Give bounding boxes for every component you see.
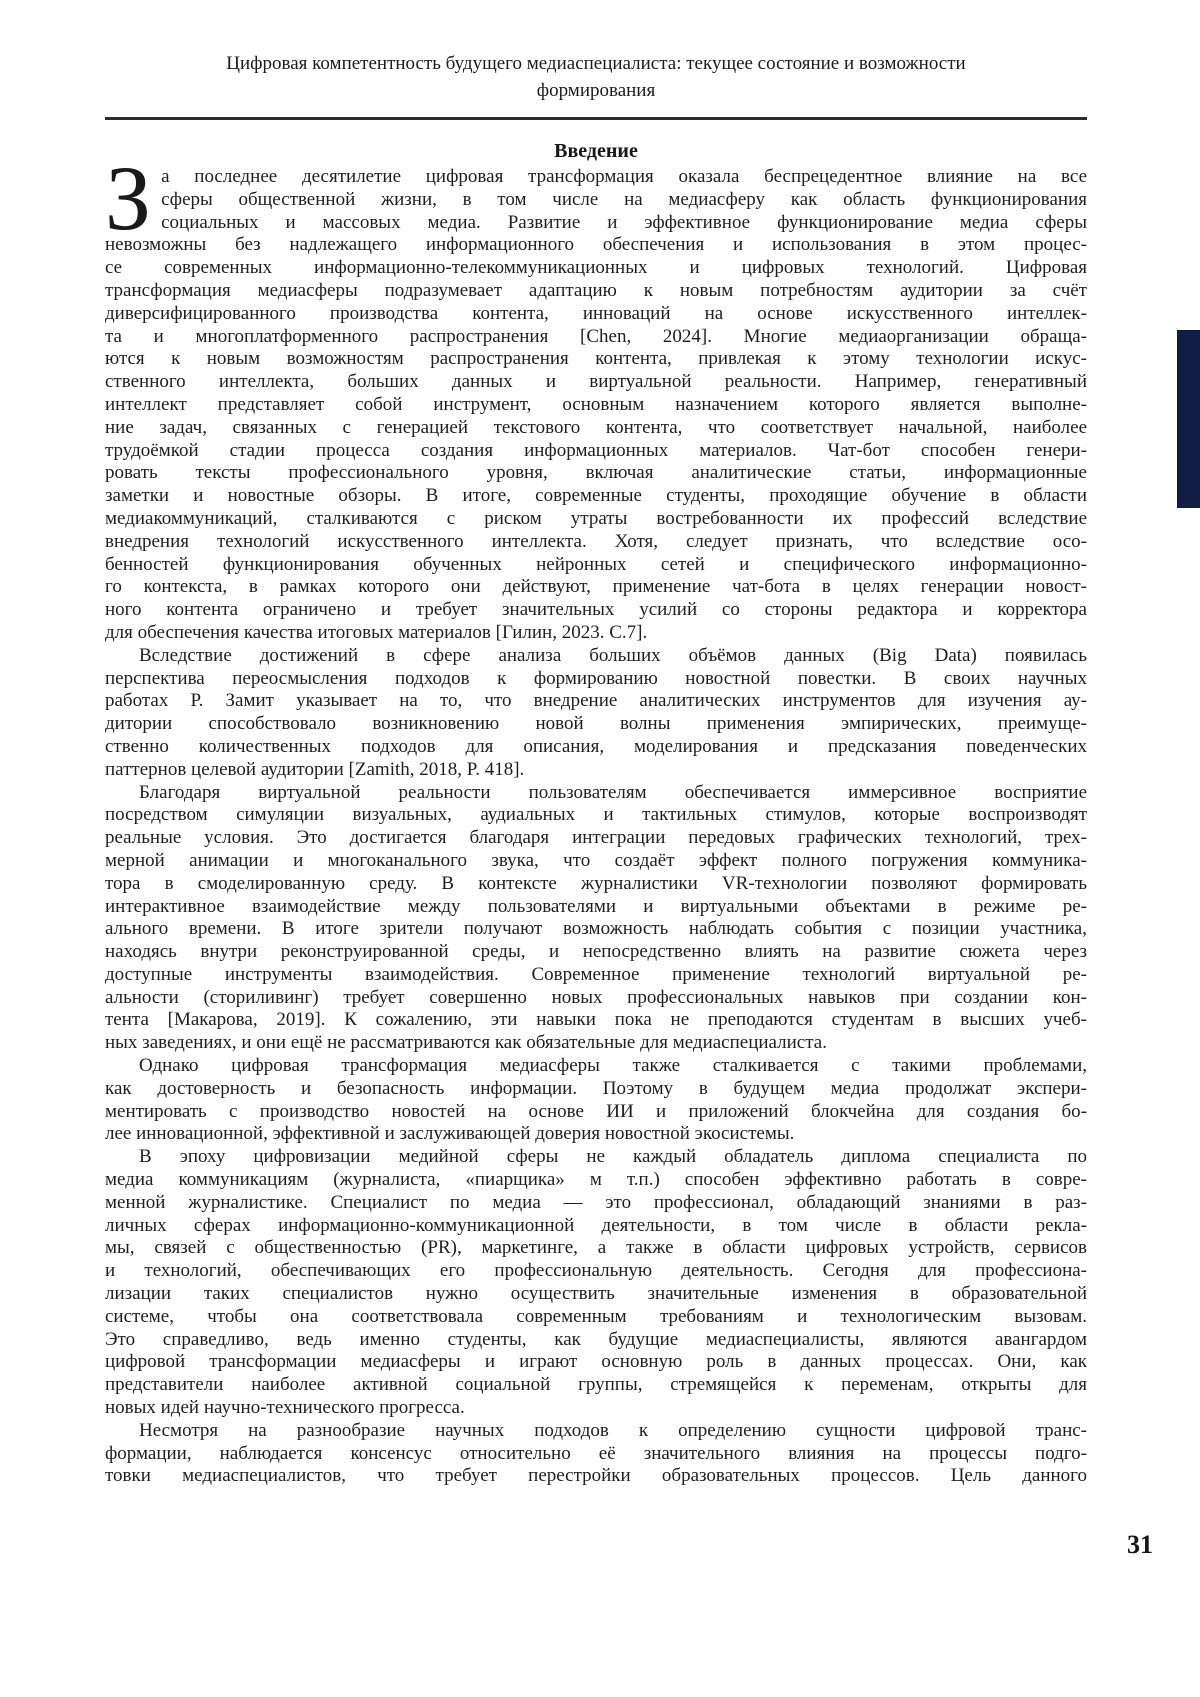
text-line: интеллект представляет собой инструмент, основным назначением которого является выполне- <box>105 393 1087 415</box>
text-line: ного контента ограничено и требует значительных усилий со стороны редактора и корректора <box>105 599 1087 621</box>
text-line: доступные инструменты взаимодействия. Современное применение технологий виртуальной ре- <box>105 963 1087 985</box>
text-line: работах Р. Замит указывает на то, что внедрение аналитических инструментов для изучения ау- <box>105 690 1087 712</box>
text-line: посредством симуляции визуальных, аудиальных и тактильных стимулов, которые воспроизводят <box>105 804 1087 826</box>
paragraph <box>105 1146 1087 1420</box>
running-title-line-2: формирования <box>536 80 656 101</box>
text-line: а последнее десятилетие цифровая трансформация оказала беспрецедентное влияние на все <box>161 166 1087 187</box>
text-line: ственно количественных подходов для описания, моделирования и предсказания поведенческих <box>105 735 1087 757</box>
text-line: Это справедливо, ведь именно студенты, как будущие медиаспециалисты, являются авангардом <box>105 1328 1087 1350</box>
text-line: та и многоплатформенного распространения [Chen, 2024]. Многие медиаорганизации обраща- <box>105 325 1087 347</box>
text-line: мерной анимации и многоканального звука, что создаёт эффект полного погружения коммуника- <box>105 849 1087 871</box>
text-line: медиа коммуникациям (журналиста, «пиарщика» м т.п.) способен эффективно работать в совре- <box>105 1169 1087 1191</box>
text-line: системе, чтобы она соответствовала современным требованиям и технологическим вызовам. <box>105 1305 1087 1327</box>
text-line: диверсифицированного производства контента, инноваций на основе искусственного интеллек- <box>105 302 1087 324</box>
paragraph <box>105 1055 1087 1146</box>
text-line: заметки и новостные обзоры. В итоге, современные студенты, проходящие обучение в области <box>105 485 1087 507</box>
text-line: ровать тексты профессионального уровня, включая аналитические статьи, информационные <box>105 462 1087 484</box>
text-line: товки медиаспециалистов, что требует перестройки образовательных процессов. Цель данного <box>105 1465 1087 1487</box>
text-line: и технологий, обеспечивающих его профессиональную деятельность. Сегодня для профессиона- <box>105 1260 1087 1282</box>
text-line: тора в смоделированную среду. В контексте журналистики VR-технологии позволяют формировать <box>105 872 1087 894</box>
text-line: ственного интеллекта, больших данных и виртуальной реальности. Например, генеративный <box>105 371 1087 393</box>
text-line: ются к новым возможностям распространения контента, привлекая к этому технологии искус- <box>105 348 1087 370</box>
text-line: ального времени. В итоге зрители получают возможность наблюдать события с позиции участника, <box>105 918 1087 940</box>
section-heading: Введение <box>554 140 638 162</box>
text-line: лее инновационной, эффективной и заслуживающей доверия новостной экосистемы. <box>105 1123 795 1145</box>
text-line: цифровой трансформации медиасферы и играют основную роль в данных процессах. Они, как <box>105 1351 1087 1373</box>
text-line: ных заведениях, и они ещё не рассматриваются как обязательные для медиаспециалиста. <box>105 1032 827 1054</box>
chapter-tab-marker <box>1177 330 1200 508</box>
text-line: альности (сториливинг) требует совершенно новых профессиональных навыков при создании кон- <box>105 986 1087 1008</box>
text-line: менной журналистике. Специалист по медиа — это профессионал, обладающий знаниями в раз- <box>105 1191 1087 1213</box>
text-line: дитории способствовало возникновению новой волны применения эмпирических, преимуще- <box>105 713 1087 735</box>
text-line: тента [Макарова, 2019]. К сожалению, эти навыки пока не преподаются студентам в высших учеб- <box>105 1009 1087 1031</box>
header-rule <box>105 117 1087 120</box>
text-line: внедрения технологий искусственного интеллекта. Хотя, следует признать, что вследствие осо- <box>105 530 1087 552</box>
text-line: перспектива переосмысления подходов к формированию новостной повестки. В своих научных <box>105 667 1087 689</box>
running-header <box>105 50 1087 104</box>
text-line: Вследствие достижений в сфере анализа больших объёмов данных (Big Data) появилась <box>139 644 1087 666</box>
text-line: реальные условия. Это достигается благодаря интеграции передовых графических технологий, трех- <box>105 827 1087 849</box>
text-line: лизации таких специалистов нужно осуществить значительные изменения в образовательной <box>105 1283 1087 1305</box>
text-line: трансформация медиасферы подразумевает адаптацию к новым потребностям аудитории за счёт <box>105 279 1087 301</box>
text-line: Благодаря виртуальной реальности пользователям обеспечивается иммерсивное восприятие <box>139 781 1087 803</box>
text-line: невозможны без надлежащего информационного обеспечения и использования в этом процес- <box>105 234 1087 256</box>
text-line: личных сферах информационно-коммуникационной деятельности, в том числе в области рекла- <box>105 1214 1087 1236</box>
text-line: ние задач, связанных с генерацией текстового контента, что соответствует начальной, наиболее <box>105 416 1087 438</box>
text-line: бенностей функционирования обученных нейронных сетей и специфического информационно- <box>105 553 1087 575</box>
text-line: новых идей научно-технического прогресса. <box>105 1397 465 1419</box>
text-line: Однако цифровая трансформация медиасферы также сталкивается с такими проблемами, <box>139 1055 1087 1077</box>
drop-cap: З <box>105 147 152 249</box>
text-line: се современных информационно-телекоммуникационных и цифровых технологий. Цифровая <box>105 257 1087 279</box>
text-line: го контекста, в рамках которого они действуют, применение чат-бота в целях генерации новост- <box>105 576 1087 598</box>
text-line: как достоверность и безопасность информации. Поэтому в будущем медиа продолжат экспери- <box>105 1077 1087 1099</box>
text-line: сферы общественной жизни, в том числе на медиасферу как область функционирования <box>161 188 1087 210</box>
text-line: медиакоммуникаций, сталкиваются с риском утраты востребованности их профессий вследствие <box>105 507 1087 529</box>
text-line: ментировать с производство новостей на основе ИИ и приложений блокчейна для создания бо- <box>105 1100 1087 1122</box>
running-title-line-1: Цифровая компетентность будущего медиаспециалиста: текущее состояние и возможности <box>226 53 966 74</box>
page-number: 31 <box>1127 1530 1153 1559</box>
text-line: мы, связей с общественностью (PR), маркетинге, а также в области цифровых устройств, сервисов <box>105 1237 1087 1259</box>
paragraph <box>105 782 1087 1056</box>
text-line: паттернов целевой аудитории [Zamith, 2018, P. 418]. <box>105 758 525 780</box>
text-line: В эпоху цифровизации медийной сферы не каждый обладатель диплома специалиста по <box>139 1146 1087 1168</box>
text-line: социальных и массовых медиа. Развитие и эффективное функционирование медиа сферы <box>161 211 1087 233</box>
paragraph <box>105 1420 1087 1488</box>
text-line: Несмотря на разнообразие научных подходов к определению сущности цифровой транс- <box>139 1419 1087 1441</box>
text-line: находясь внутри реконструированной среды, и непосредственно влиять на развитие сюжета через <box>105 941 1087 963</box>
text-line: представители наиболее активной социальной группы, стремящейся к переменам, открыты для <box>105 1374 1087 1396</box>
text-line: интерактивное взаимодействие между пользователями и виртуальными объектами в режиме ре- <box>105 895 1087 917</box>
text-line: формации, наблюдается консенсус относительно её значительного влияния на процессы подго- <box>105 1442 1087 1464</box>
text-line: для обеспечения качества итоговых материалов [Гилин, 2023. С.7]. <box>105 621 648 643</box>
paragraph <box>105 645 1087 782</box>
text-line: трудоёмкой стадии процесса создания информационных материалов. Чат-бот способен генери- <box>105 439 1087 461</box>
